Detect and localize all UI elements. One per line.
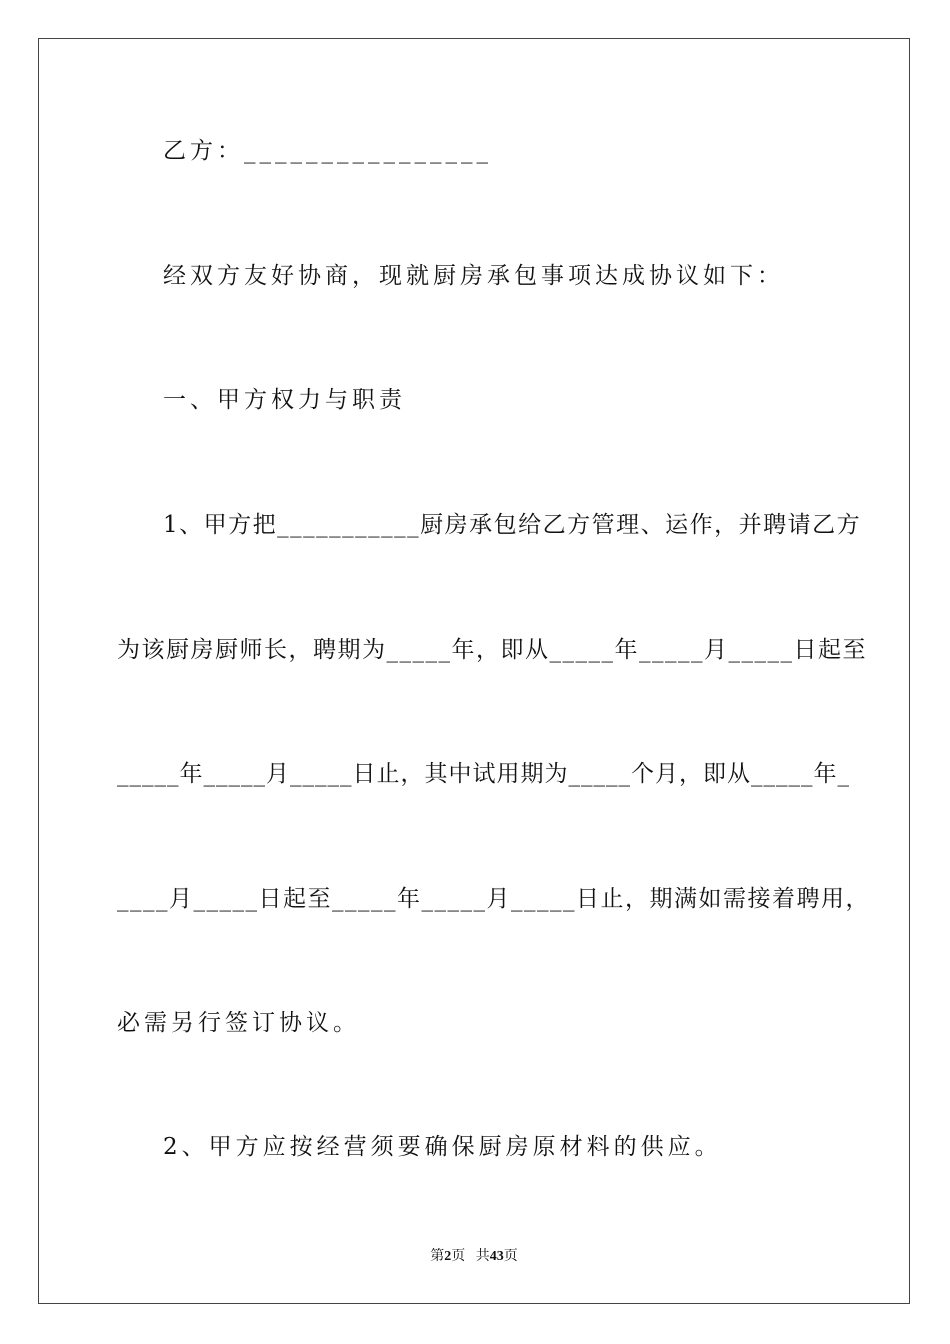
clause-1-line-3: _____年_____月_____日止，其中试用期为_____个月，即从_____年_ — [117, 761, 850, 787]
footer-prefix: 第 — [430, 1249, 445, 1264]
footer-suffix: 页 — [503, 1249, 518, 1264]
section-heading: 一、甲方权力与职责 — [163, 387, 406, 413]
footer-middle: 页 共 — [451, 1249, 490, 1264]
footer-page-number: 2 — [444, 1249, 452, 1264]
footer-total-pages: 43 — [489, 1249, 504, 1264]
page-footer — [39, 1245, 909, 1265]
party-b-line: 乙方：________________ — [163, 138, 492, 164]
clause-1-line-2: 为该厨房厨师长，聘期为_____年，即从_____年_____月_____日起至 — [117, 637, 867, 663]
document-page — [38, 38, 910, 1304]
clause-2-line: 2、甲方应按经营须要确保厨房原材料的供应。 — [163, 1134, 722, 1160]
agreement-intro: 经双方友好协商，现就厨房承包事项达成协议如下： — [163, 263, 784, 289]
clause-1-line-1: 1、甲方把___________厨房承包给乙方管理、运作，并聘请乙方 — [163, 512, 862, 538]
clause-1-line-5: 必需另行签订协议。 — [117, 1010, 360, 1036]
clause-1-line-4: ____月_____日起至_____年_____月_____日止，期满如需接着聘用， — [117, 886, 870, 912]
